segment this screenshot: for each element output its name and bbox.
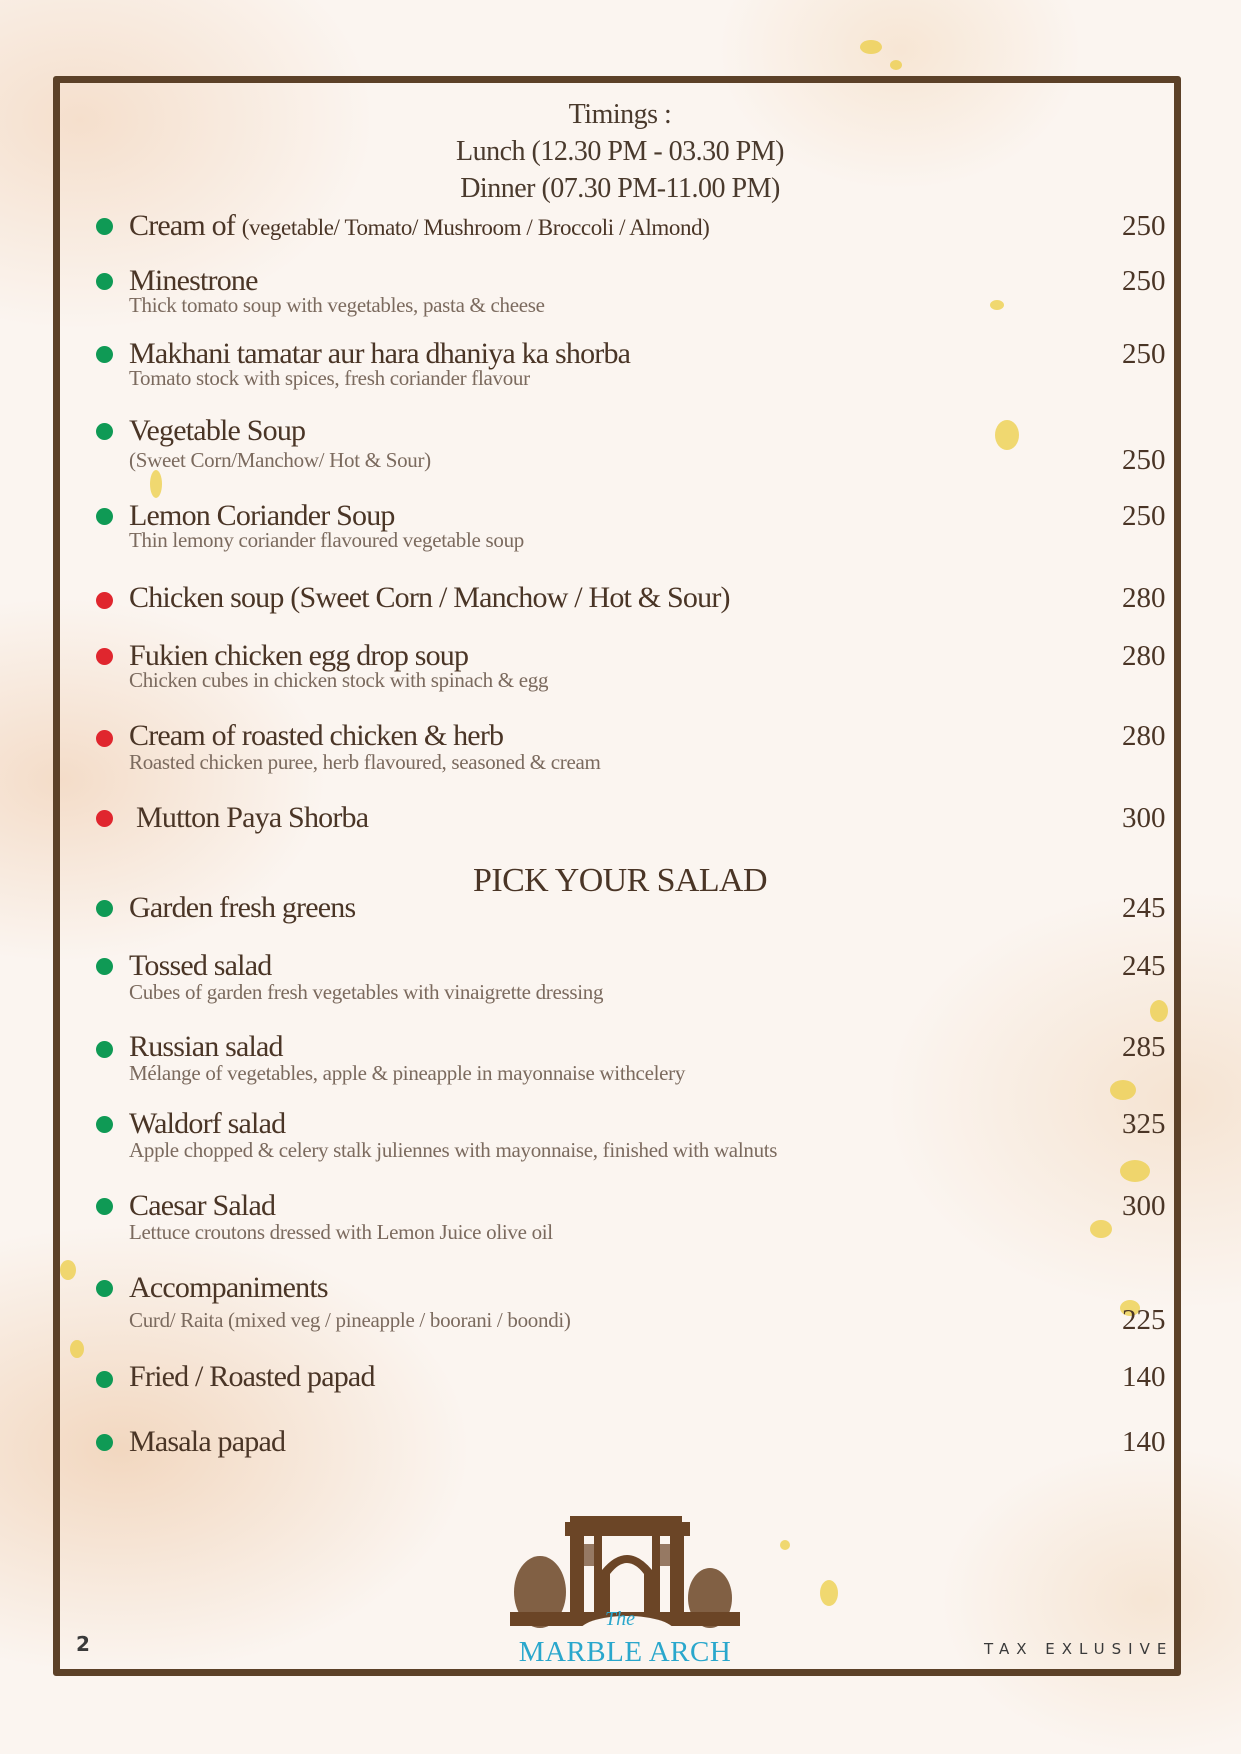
item-description: Mélange of vegetables, apple & pineapple in mayonnaise withcelery <box>129 1061 686 1085</box>
veg-indicator-icon <box>96 1198 113 1215</box>
veg-indicator-icon <box>96 1116 113 1133</box>
item-name: Chicken soup (Sweet Corn / Manchow / Hot & Sour) <box>129 581 730 614</box>
veg-indicator-icon <box>96 1434 113 1451</box>
item-name: Cream of roasted chicken & herb <box>129 719 504 752</box>
item-price: 140 <box>1122 1426 1166 1458</box>
timings-block <box>380 96 860 207</box>
section-title-salad: PICK YOUR SALAD <box>473 862 767 899</box>
item-price: 250 <box>1122 265 1166 297</box>
item-price: 250 <box>1122 500 1166 532</box>
item-name: Lemon Coriander Soup <box>129 499 395 532</box>
item-name: Masala papad <box>129 1425 286 1458</box>
item-description: Roasted chicken puree, herb flavoured, seasoned & cream <box>129 750 601 774</box>
item-price: 245 <box>1122 892 1166 924</box>
item-name: Vegetable Soup <box>129 414 306 447</box>
item-price: 280 <box>1122 640 1166 672</box>
item-description: Thin lemony coriander flavoured vegetable soup <box>129 528 524 552</box>
logo-the-text: The <box>605 1608 635 1630</box>
item-price: 250 <box>1122 210 1166 242</box>
veg-indicator-icon <box>96 1371 113 1388</box>
logo-name-text: MARBLE ARCH <box>518 1636 732 1668</box>
timings-title: Timings : <box>568 99 672 130</box>
item-name: Garden fresh greens <box>129 891 356 924</box>
nonveg-indicator-icon <box>96 810 113 827</box>
item-name: Makhani tamatar aur hara dhaniya ka shorba <box>129 337 631 370</box>
item-description: Curd/ Raita (mixed veg / pineapple / boorani / boondi) <box>129 1308 571 1332</box>
veg-indicator-icon <box>96 273 113 290</box>
item-price: 225 <box>1122 1304 1166 1336</box>
veg-indicator-icon <box>96 508 113 525</box>
item-name: Accompaniments <box>129 1271 328 1304</box>
veg-indicator-icon <box>96 423 113 440</box>
item-name: Waldorf salad <box>129 1107 286 1140</box>
veg-indicator-icon <box>96 900 113 917</box>
nonveg-indicator-icon <box>96 730 113 747</box>
item-description: Apple chopped & celery stalk juliennes with mayonnaise, finished with walnuts <box>129 1138 778 1162</box>
item-price: 325 <box>1122 1108 1166 1140</box>
item-description: Cubes of garden fresh vegetables with vinaigrette dressing <box>129 980 604 1004</box>
item-price: 245 <box>1122 950 1166 982</box>
item-name: Caesar Salad <box>129 1189 276 1222</box>
item-name: Cream of <box>129 209 236 242</box>
item-price: 140 <box>1122 1361 1166 1393</box>
item-name: Fukien chicken egg drop soup <box>129 639 469 672</box>
veg-indicator-icon <box>96 1041 113 1058</box>
lunch-timing: Lunch (12.30 PM - 03.30 PM) <box>456 136 784 167</box>
dinner-timing: Dinner (07.30 PM-11.00 PM) <box>460 173 780 204</box>
veg-indicator-icon <box>96 218 113 235</box>
item-name: Mutton Paya Shorba <box>136 801 369 834</box>
item-name: Russian salad <box>129 1030 283 1063</box>
nonveg-indicator-icon <box>96 648 113 665</box>
item-description: Thick tomato soup with vegetables, pasta & cheese <box>129 293 545 317</box>
item-description: (Sweet Corn/Manchow/ Hot & Sour) <box>129 448 431 472</box>
nonveg-indicator-icon <box>96 592 113 609</box>
veg-indicator-icon <box>96 958 113 975</box>
item-price: 300 <box>1122 1190 1166 1222</box>
item-price: 285 <box>1122 1031 1166 1063</box>
veg-indicator-icon <box>96 346 113 363</box>
veg-indicator-icon <box>96 1280 113 1297</box>
item-name: Fried / Roasted papad <box>129 1360 375 1393</box>
item-price: 250 <box>1122 444 1166 476</box>
item-options: (vegetable/ Tomato/ Mushroom / Broccoli / Almond) <box>241 215 710 240</box>
marble-arch-logo <box>510 1512 740 1672</box>
item-price: 250 <box>1122 338 1166 370</box>
item-price: 280 <box>1122 720 1166 752</box>
tax-note: TAX EXLUSIVE <box>984 1640 1174 1658</box>
item-description: Chicken cubes in chicken stock with spinach & egg <box>129 668 549 692</box>
item-description: Lettuce croutons dressed with Lemon Juice olive oil <box>129 1220 553 1244</box>
item-price: 280 <box>1122 582 1166 614</box>
item-name: Tossed salad <box>129 949 272 982</box>
item-name: Minestrone <box>129 264 258 297</box>
item-price: 300 <box>1122 802 1166 834</box>
page-number: 2 <box>76 1632 90 1656</box>
item-description: Tomato stock with spices, fresh coriander flavour <box>129 366 530 390</box>
